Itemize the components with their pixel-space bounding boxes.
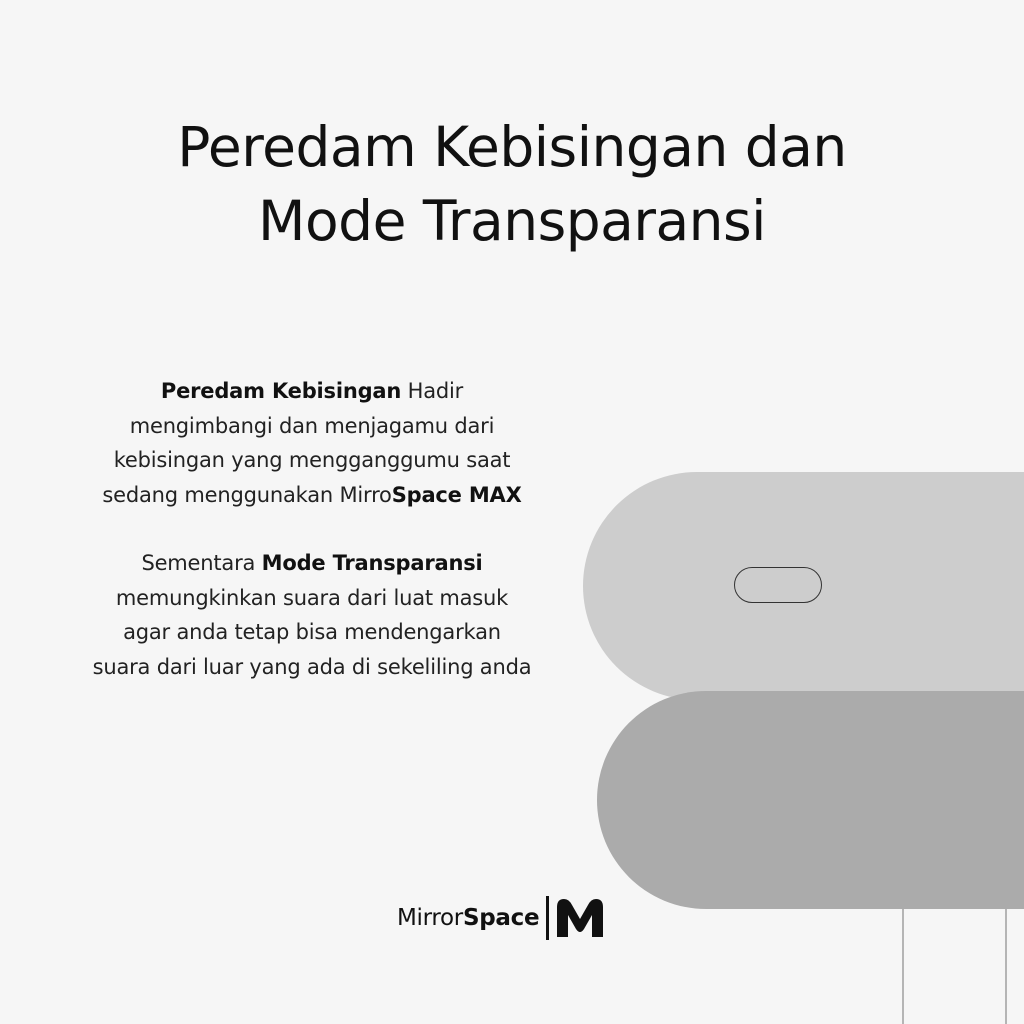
- brand-name: [397, 905, 539, 931]
- case-stand-right: [1005, 909, 1007, 1024]
- earbud-case-base: [597, 691, 1024, 909]
- description: [92, 374, 532, 684]
- brand-divider: [546, 896, 549, 940]
- page-title: [0, 110, 1024, 258]
- paragraph-transparency-mode: [92, 546, 532, 684]
- paragraph-2-bold-mid: Mode Transparansi: [261, 551, 483, 575]
- paragraph-2-text-lead: Sementara: [141, 551, 262, 575]
- brand-name-regular: Mirror: [397, 905, 463, 931]
- mirrorspace-m-logo-icon: [555, 897, 605, 939]
- paragraph-2-text-tail: memungkinkan suara dari luat masuk agar anda tetap bisa mendengarkan suara dari luar yang ada di sekeliling anda: [92, 585, 532, 679]
- title-line-1: Peredam Kebisingan dan: [177, 115, 847, 179]
- title-line-2: Mode Transparansi: [258, 189, 766, 253]
- paragraph-1-bold-tail: Space MAX: [391, 482, 522, 507]
- case-stand-left: [902, 909, 904, 1024]
- paragraph-1-text: Hadir mengimbangi dan menjagamu dari kebisingan yang mengganggumu saat sedang menggunakan Mirro: [102, 379, 511, 507]
- case-indicator-light: [734, 567, 822, 603]
- brand-footer: [397, 894, 605, 942]
- brand-name-bold: Space: [462, 905, 540, 931]
- paragraph-noise-cancelling: [92, 374, 532, 512]
- paragraph-1-bold-lead: Peredam Kebisingan: [160, 379, 402, 403]
